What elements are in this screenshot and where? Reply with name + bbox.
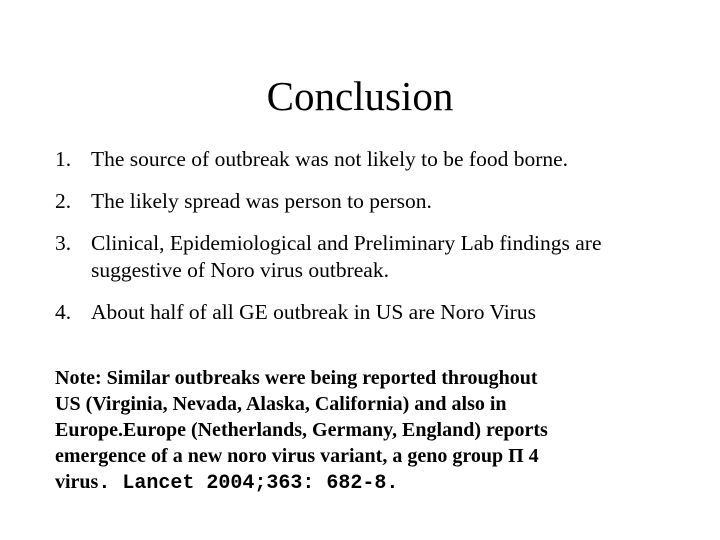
list-item-number: 2. <box>55 189 72 213</box>
note-line-last <box>55 469 695 497</box>
list-item-number: 4. <box>55 300 72 324</box>
note-line: Europe.Europe (Netherlands, Germany, England) reports <box>55 419 548 441</box>
note-line: Note: Similar outbreaks were being reported throughout <box>55 367 538 389</box>
note-last-prefix: virus <box>55 471 99 493</box>
note-paragraph <box>55 365 695 497</box>
conclusion-list <box>55 146 695 341</box>
list-item-number: 1. <box>55 147 72 171</box>
list-item <box>55 230 695 284</box>
list-item-line: About half of all GE outbreak in US are Noro Virus <box>91 300 536 324</box>
list-item <box>55 146 695 173</box>
list-item-text <box>91 188 695 215</box>
list-item-line: suggestive of Noro virus outbreak. <box>91 258 389 282</box>
list-item <box>55 299 695 326</box>
slide-title: Conclusion <box>266 73 454 119</box>
note-line: emergence of a new noro virus variant, a geno group П 4 <box>55 445 539 467</box>
list-item-text <box>91 299 695 326</box>
list-item-line: The source of outbreak was not likely to be food borne. <box>91 147 569 171</box>
citation: . Lancet 2004;363: 682-8. <box>98 472 399 495</box>
list-item-text <box>91 146 695 173</box>
list-item-line: Clinical, Epidemiological and Preliminary Lab findings are <box>91 231 602 255</box>
list-item-line: The likely spread was person to person. <box>91 189 432 213</box>
note-line: US (Virginia, Nevada, Alaska, California) and also in <box>55 393 507 415</box>
list-item <box>55 188 695 215</box>
list-item-text <box>91 230 695 284</box>
list-item-number: 3. <box>55 231 72 255</box>
